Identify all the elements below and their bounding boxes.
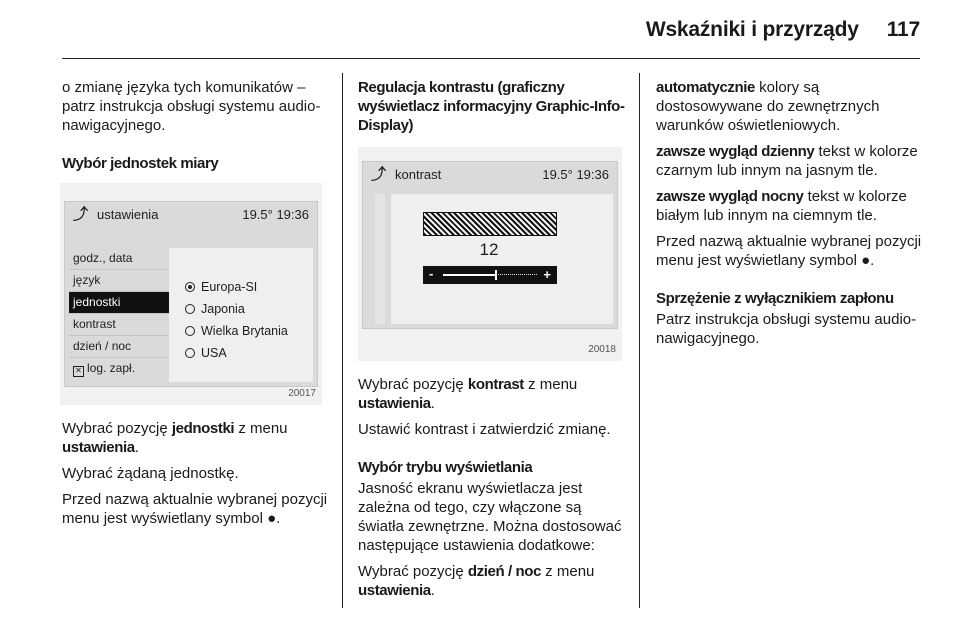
display-title: kontrast xyxy=(395,167,442,182)
contrast-test-pattern xyxy=(423,212,557,236)
page-number: 117 xyxy=(886,18,920,41)
option-label: Wielka Brytania xyxy=(201,324,288,338)
mode-heading: Wybór trybu wyświetlania xyxy=(358,459,533,476)
contrast-heading: Regulacja kontrastu (graficzny wyświetlacz informacyjny Graphic-Info-Display) xyxy=(358,79,625,134)
bullet-icon: ● xyxy=(267,510,277,527)
menu-item-date[interactable]: godz., data xyxy=(69,248,169,270)
display-temp-time: 19.5° 19:36 xyxy=(242,207,309,222)
menu-item-contrast[interactable]: kontrast xyxy=(69,314,169,336)
plus-icon[interactable]: + xyxy=(543,267,551,282)
header-rule xyxy=(62,58,920,59)
option-japonia[interactable] xyxy=(185,298,288,320)
option-label: Europa-SI xyxy=(201,280,258,294)
symbol-text: Przed nazwą aktualnie wybranej pozycji menu jest wyświetlany symbol ●. xyxy=(656,233,922,269)
checkbox-icon: ✕ xyxy=(73,366,84,377)
auto-mode-text: automatycznie kolory są dostosowywane do zewnętrznych warunków oświetleniowych. xyxy=(656,79,880,134)
display-title-bar xyxy=(65,202,317,228)
symbol-text: Przed nazwą aktualnie wybranej pozycji menu jest wyświetlany symbol ●. xyxy=(62,491,328,527)
minus-icon[interactable]: - xyxy=(429,266,434,281)
radio-icon xyxy=(185,326,195,336)
adjust-contrast-text: Ustawić kontrast i zatwierdzić zmianę. xyxy=(358,421,611,438)
night-mode-text: zawsze wygląd nocny tekst w kolorze białym lub innym na ciemnym tle. xyxy=(656,188,907,224)
intro-text: o zmianę języka tych komunikatów – patrz instrukcja obsługi systemu audio-nawigacyjnego. xyxy=(62,79,321,134)
select-units-text: Wybrać pozycję jednostki z menu ustawienia. xyxy=(62,420,288,456)
chapter-title: Wskaźniki i przyrządy xyxy=(645,18,859,41)
menu-item-ignition-label: log. zapł. xyxy=(87,361,136,375)
column-divider-1 xyxy=(342,73,343,608)
side-strip xyxy=(375,194,385,324)
display-title: ustawienia xyxy=(97,207,159,222)
figure-contrast xyxy=(358,147,622,361)
figure-code: 20017 xyxy=(288,388,316,399)
radio-selected-icon xyxy=(185,282,195,292)
column-divider-2 xyxy=(639,73,640,608)
slider-fill xyxy=(443,274,495,276)
option-label: Japonia xyxy=(201,302,245,316)
settings-menu xyxy=(69,248,169,379)
mode-text: Jasność ekranu wyświetlacza jest zależna od tego, czy włączone są światła zewnętrzne. Można dostosować następujące ustawienia dodatkowe: xyxy=(358,480,622,554)
units-heading: Wybór jednostek miary xyxy=(62,155,219,172)
menu-item-ignition[interactable] xyxy=(69,358,169,379)
option-europa[interactable] xyxy=(185,276,288,298)
display-title-bar xyxy=(363,162,617,188)
menu-item-day-night[interactable]: dzień / noc xyxy=(69,336,169,358)
settings-icon: ⤴ xyxy=(371,166,387,183)
ignition-heading: Sprzężenie z wyłącznikiem zapłonu xyxy=(656,290,894,307)
page-header xyxy=(646,18,920,42)
select-contrast-text: Wybrać pozycję kontrast z menu ustawienia. xyxy=(358,376,578,412)
day-mode-text: zawsze wygląd dzienny tekst w kolorze czarnym lub innym na jasnym tle. xyxy=(656,143,918,179)
option-uk[interactable] xyxy=(185,320,288,342)
display-screen xyxy=(362,161,618,329)
contrast-value: 12 xyxy=(479,240,499,259)
column-2 xyxy=(358,78,630,607)
display-screen xyxy=(64,201,318,387)
figure-code: 20018 xyxy=(588,344,616,355)
figure-units xyxy=(60,183,322,405)
select-day-night-text: Wybrać pozycję dzień / noc z menu ustawienia. xyxy=(358,563,595,599)
contrast-slider[interactable] xyxy=(423,266,557,284)
unit-options xyxy=(185,276,288,364)
option-label: USA xyxy=(201,346,227,360)
menu-item-language[interactable]: język xyxy=(69,270,169,292)
display-temp-time: 19.5° 19:36 xyxy=(542,167,609,182)
option-usa[interactable] xyxy=(185,342,288,364)
contrast-panel xyxy=(391,194,613,324)
bullet-icon: ● xyxy=(861,252,871,269)
choose-unit-text: Wybrać żądaną jednostkę. xyxy=(62,465,239,482)
radio-icon xyxy=(185,304,195,314)
settings-icon: ⤴ xyxy=(73,206,89,223)
ignition-text: Patrz instrukcja obsługi systemu audio-nawigacyjnego. xyxy=(656,311,917,347)
menu-item-units[interactable]: jednostki xyxy=(69,292,171,314)
radio-icon xyxy=(185,348,195,358)
slider-knob[interactable] xyxy=(495,270,497,280)
column-3 xyxy=(656,78,924,355)
options-panel xyxy=(169,248,313,382)
column-1 xyxy=(62,78,334,535)
